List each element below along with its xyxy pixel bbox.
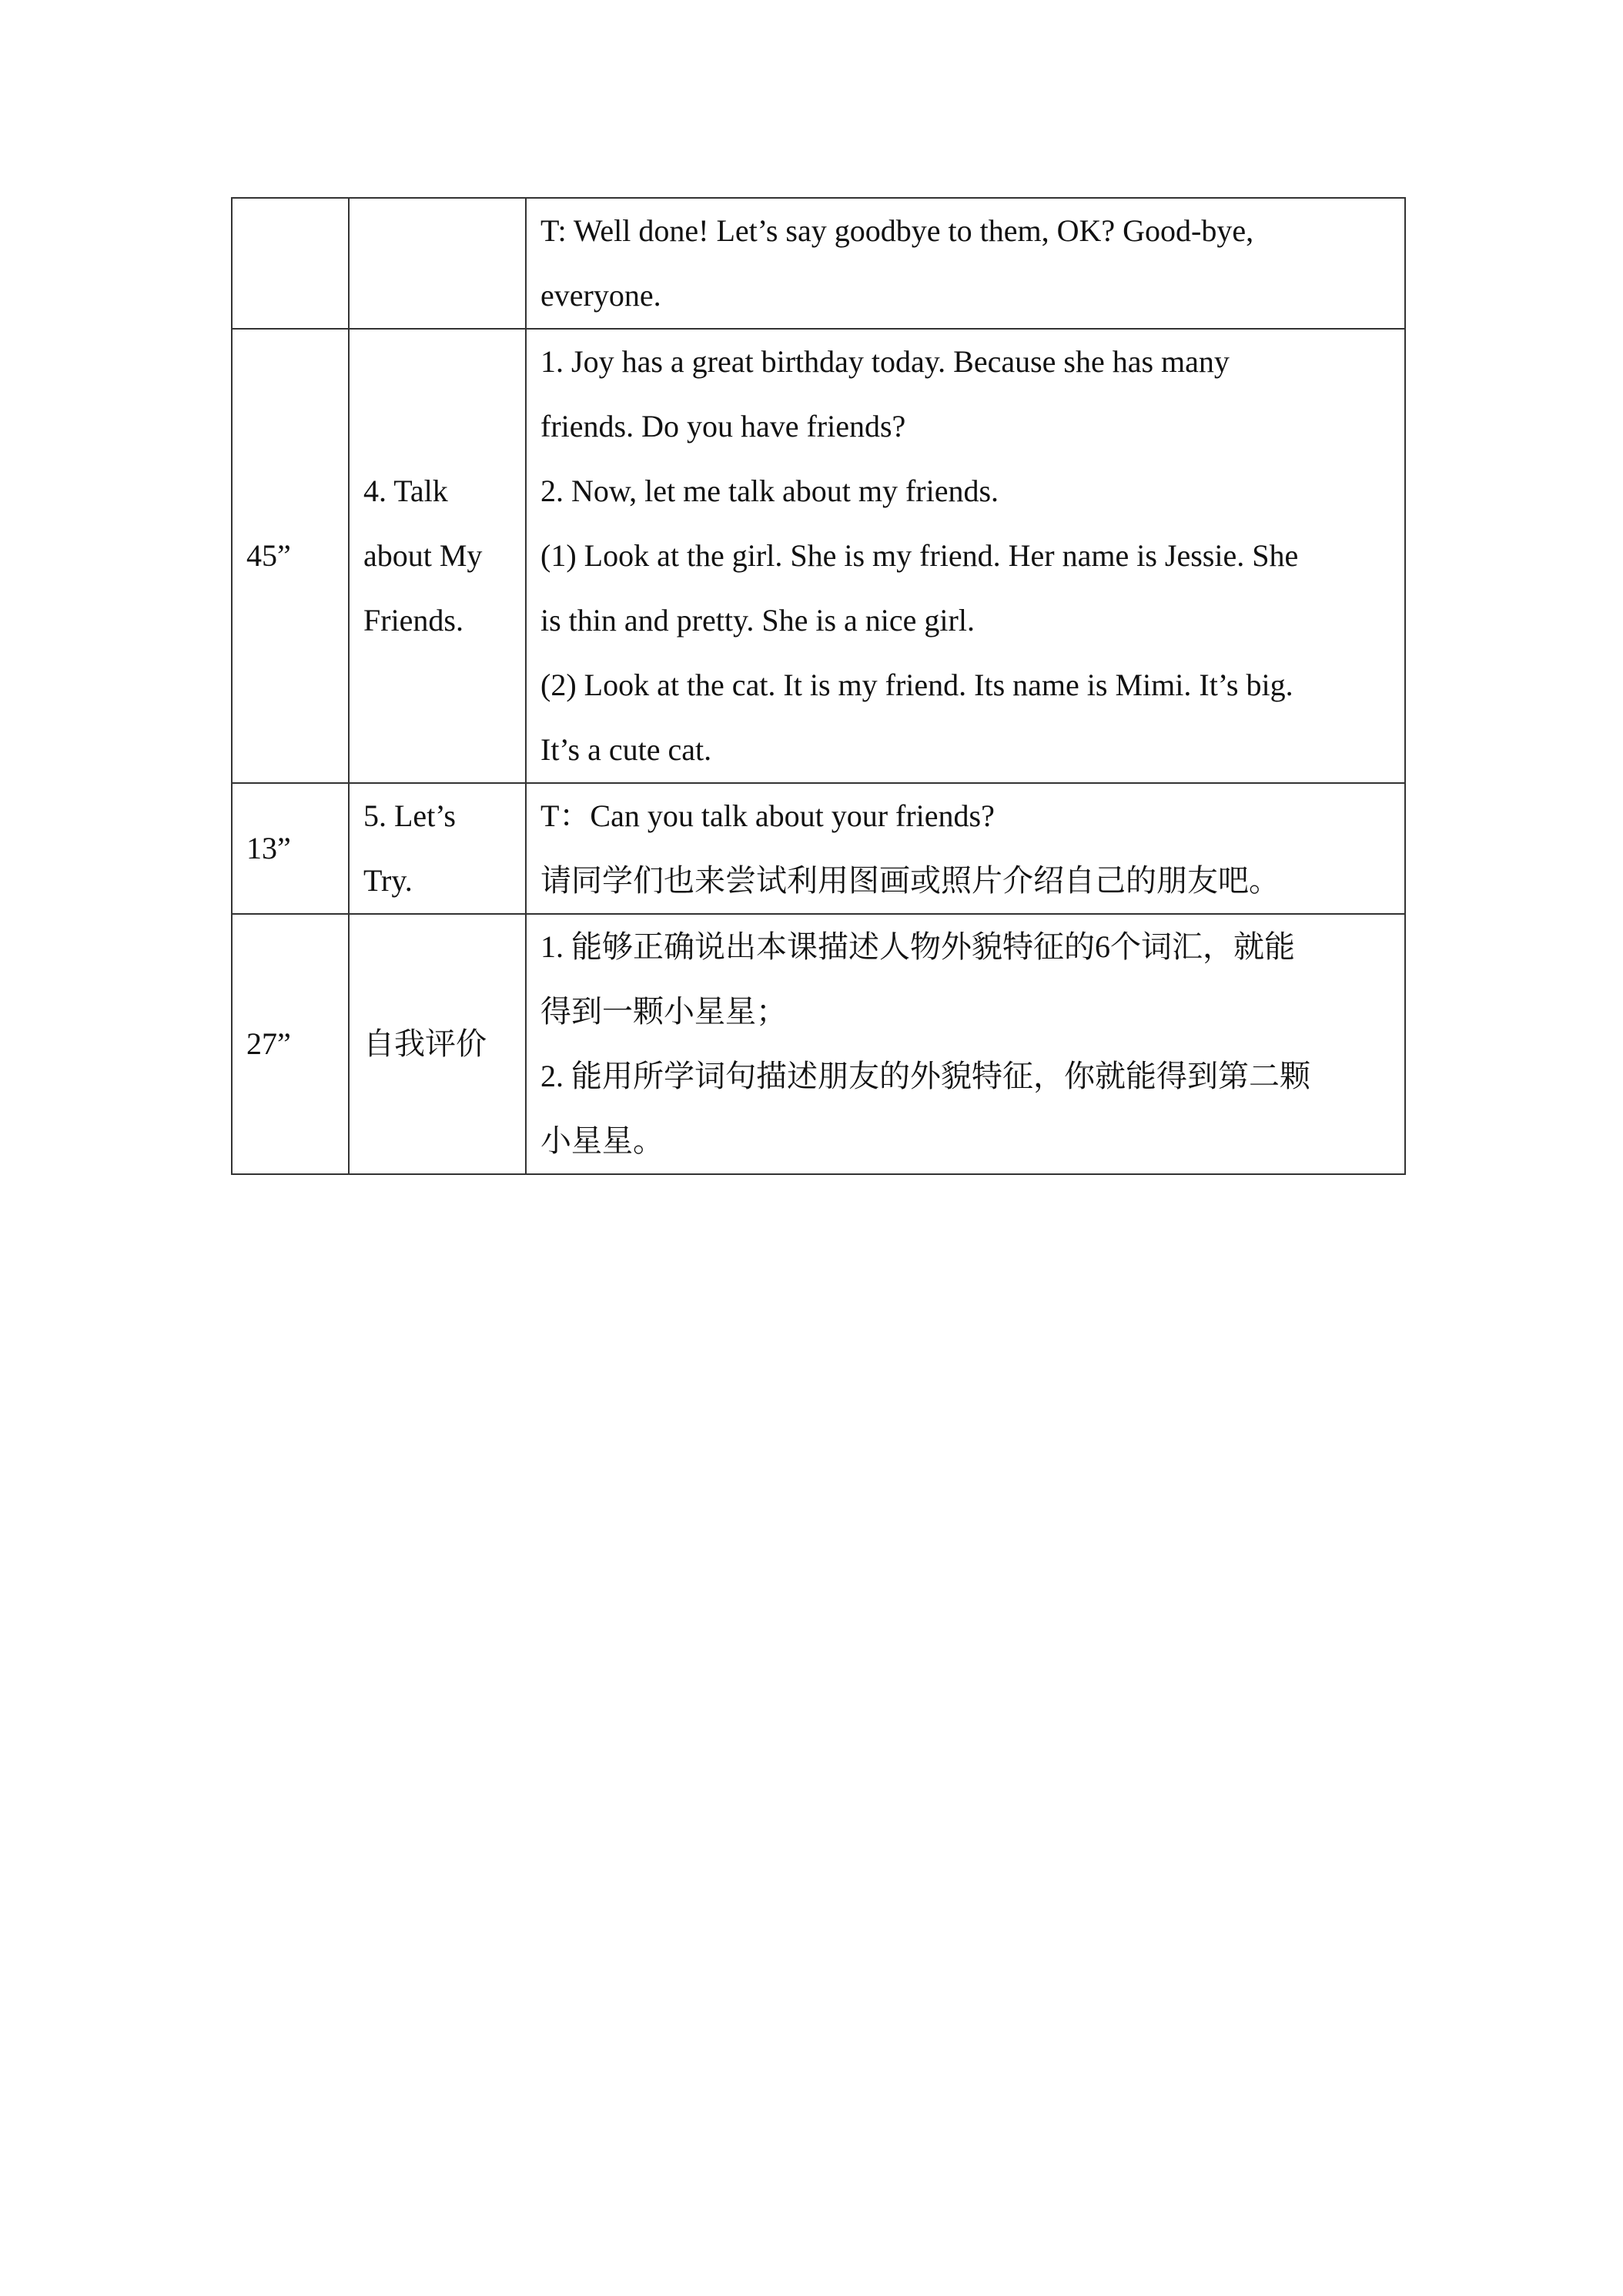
content-line: T: Well done! Let’s say goodbye to them, OK? Good-bye, xyxy=(540,213,1254,248)
content-line: 1. Joy has a great birthday today. Because she has many xyxy=(540,344,1230,379)
step-line: Try. xyxy=(363,863,413,898)
content-line: 得到一颗小星星； xyxy=(540,994,787,1029)
content-line: is thin and pretty. She is a nice girl. xyxy=(540,603,975,638)
table-row xyxy=(232,783,1405,914)
content-line: friends. Do you have friends? xyxy=(540,409,906,443)
time-cell: 13” xyxy=(232,783,349,914)
content-line: (1) Look at the girl. She is my friend. Her name is Jessie. She xyxy=(540,538,1299,573)
content-line: 2. Now, let me talk about my friends. xyxy=(540,474,999,508)
content-line: 1. 能够正确说出本课描述人物外貌特征的6个词汇，就能 xyxy=(540,929,1295,964)
step-cell xyxy=(349,329,526,783)
table-row xyxy=(232,914,1405,1174)
step-cell xyxy=(349,914,526,1174)
lesson-plan-table xyxy=(231,197,1406,1175)
time-cell: 45” xyxy=(232,329,349,783)
content-line: It’s a cute cat. xyxy=(540,732,712,767)
content-line: 请同学们也来尝试利用图画或照片介绍自己的朋友吧。 xyxy=(540,863,1280,898)
step-line: 自我评价 xyxy=(363,1026,487,1061)
step-line: Friends. xyxy=(363,603,463,638)
content-line: (2) Look at the cat. It is my friend. Its name is Mimi. It’s big. xyxy=(540,668,1293,702)
content-line: T：Can you talk about your friends? xyxy=(540,798,995,833)
step-cell xyxy=(349,198,526,329)
step-line: 5. Let’s xyxy=(363,798,456,833)
step-line: about My xyxy=(363,538,483,573)
time-cell xyxy=(232,198,349,329)
content-cell xyxy=(526,914,1405,1174)
content-cell xyxy=(526,198,1405,329)
content-line: everyone. xyxy=(540,278,661,313)
table-row xyxy=(232,329,1405,783)
step-cell xyxy=(349,783,526,914)
content-cell xyxy=(526,329,1405,783)
content-line: 小星星。 xyxy=(540,1123,664,1158)
time-cell: 27” xyxy=(232,914,349,1174)
step-line: 4. Talk xyxy=(363,474,448,508)
content-cell xyxy=(526,783,1405,914)
table-row xyxy=(232,198,1405,329)
content-line: 2. 能用所学词句描述朋友的外貌特征，你就能得到第二颗 xyxy=(540,1059,1310,1093)
